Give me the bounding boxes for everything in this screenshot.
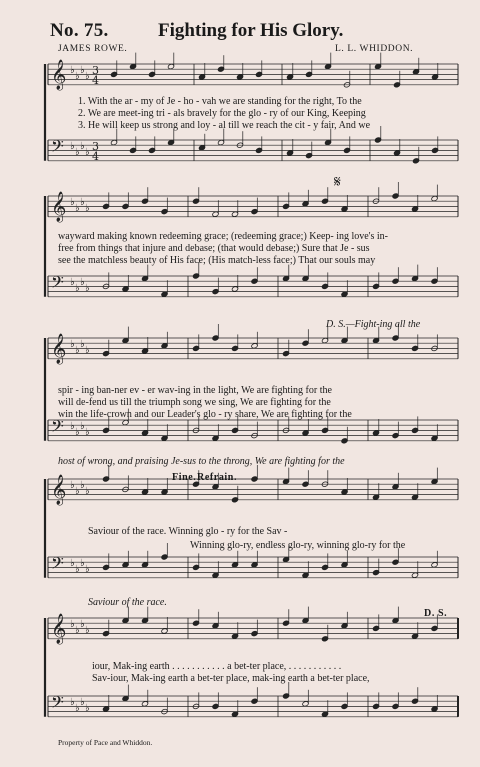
flat-icon: ♭ [80,65,85,76]
verse-line: free from things that injure and debase; (that would debase;) Sure that Je - sus [58,243,370,254]
flat-icon: ♭ [75,625,80,636]
refrain-line: Saviour of the race. Winning glo - ry for the Sav - [88,526,288,537]
copyright-footer: Property of Pace and Whiddon. [58,738,153,747]
bass-clef-icon: 𝄢 [51,416,64,440]
refrain-line: iour, Mak-ing earth . . . . . . . . . . . a bet-ter place, . . . . . . . . . . . [92,661,342,672]
flat-icon: ♭ [80,558,85,569]
treble-clef-icon: 𝄞 [51,334,67,364]
verse-line: win the life-crown and our Leader's glo - ry share, We are fighting for the [58,409,352,420]
verse-line: 2. We are meet-ing tri - als bravely for the glo - ry of our King, Keeping [78,108,366,119]
flat-icon: ♭ [75,703,80,714]
flat-icon: ♭ [70,558,75,569]
segno-sign: 𝄋 [334,174,341,191]
bass-clef-icon: 𝄢 [51,272,64,296]
flat-icon: ♭ [70,697,75,708]
flat-icon: ♭ [80,339,85,350]
flat-icon: ♭ [75,283,80,294]
fine-mark: Fine. [172,472,197,483]
verse-line: 1. With the ar - my of Je - ho - vah we are standing for the right, To the [78,96,362,107]
flat-icon: ♭ [85,345,90,356]
flat-icon: ♭ [75,345,80,356]
time-signature: 4 [92,150,99,163]
time-signature: 4 [92,74,99,87]
flat-icon: ♭ [80,697,85,708]
flat-icon: ♭ [80,141,85,152]
hymn-title: Fighting for His Glory. [158,20,344,41]
flat-icon: ♭ [70,339,75,350]
ds-mark: D. S. [424,608,448,619]
flat-icon: ♭ [75,486,80,497]
composer-credit: L. L. WHIDDON. [335,44,414,54]
time-signature: 3 [92,64,99,77]
verse-line: wayward making known redeeming grace; (redeeming grace;) Keep- ing love's in- [58,231,389,242]
flat-icon: ♭ [70,277,75,288]
verse-line: spir - ing ban-ner ev - er wav-ing in the light, We are fighting for the [58,385,332,396]
flat-icon: ♭ [70,480,75,491]
treble-clef-icon: 𝄞 [51,60,67,90]
flat-icon: ♭ [70,197,75,208]
flat-icon: ♭ [70,65,75,76]
flat-icon: ♭ [85,564,90,575]
ds-lyric-line: Saviour of the race. [88,597,167,608]
flat-icon: ♭ [70,619,75,630]
flat-icon: ♭ [80,421,85,432]
treble-clef-icon: 𝄞 [51,192,67,222]
verse-line: 3. He will keep us strong and loy - al till we reach the cit - y fair, And we [78,120,371,131]
bass-clef-icon: 𝄢 [51,136,64,160]
flat-icon: ♭ [85,147,90,158]
ds-lyric-line: host of wrong, and praising Je-sus to the throng, We are fighting for the [58,456,345,467]
hymn-number: No. 75. [50,20,109,41]
flat-icon: ♭ [80,197,85,208]
flat-icon: ♭ [85,703,90,714]
flat-icon: ♭ [75,147,80,158]
flat-icon: ♭ [80,619,85,630]
refrain-mark: Refrain. [197,472,238,483]
flat-icon: ♭ [85,625,90,636]
flat-icon: ♭ [70,141,75,152]
flat-icon: ♭ [75,71,80,82]
flat-icon: ♭ [80,480,85,491]
flat-icon: ♭ [75,427,80,438]
flat-icon: ♭ [70,421,75,432]
flat-icon: ♭ [75,203,80,214]
treble-clef-icon: 𝄞 [51,614,67,644]
flat-icon: ♭ [80,277,85,288]
bass-clef-icon: 𝄢 [51,692,64,716]
verse-line: will de-fend us till the triumph song we sing, We are fighting for the [58,397,331,408]
ds-lyric-line: D. S.—Fight-ing all the [326,319,421,330]
time-signature: 3 [92,140,99,153]
flat-icon: ♭ [85,427,90,438]
flat-icon: ♭ [85,486,90,497]
flat-icon: ♭ [85,283,90,294]
treble-clef-icon: 𝄞 [51,475,67,505]
flat-icon: ♭ [85,71,90,82]
lyricist-credit: JAMES ROWE. [58,44,128,54]
flat-icon: ♭ [75,564,80,575]
refrain-line: Sav-iour, Mak-ing earth a bet-ter place, mak-ing earth a bet-ter place, [92,673,370,684]
flat-icon: ♭ [85,203,90,214]
refrain-line: Winning glo-ry, endless glo-ry, winning glo-ry for the [190,540,406,551]
verse-line: see the matchless beauty of His face; (His match-less face;) That our souls may [58,255,376,266]
bass-clef-icon: 𝄢 [51,553,64,577]
